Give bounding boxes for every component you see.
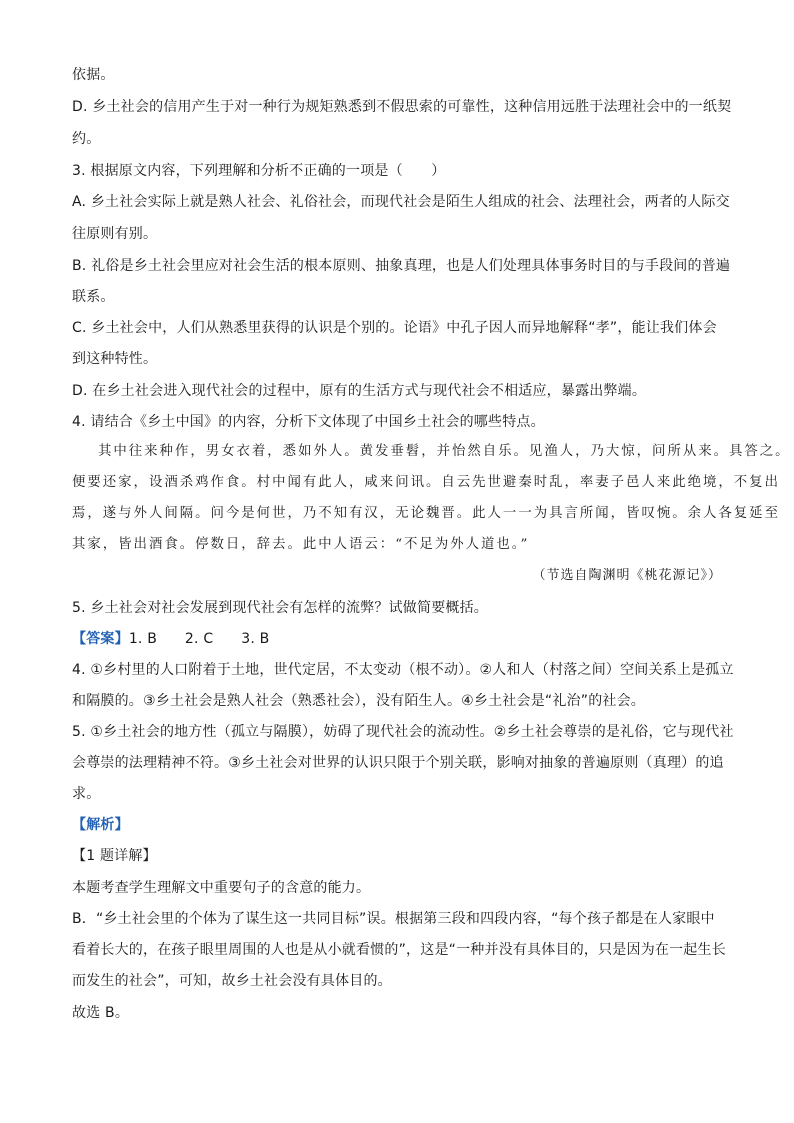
quote-line: 便要还家，设酒杀鸡作食。村中闻有此人，咸来问讯。自云先世避秦时乱，率妻子邑人来此绝境，不复出 bbox=[72, 475, 780, 490]
answer-line bbox=[72, 629, 732, 649]
answer-values: 1. B 2. C 3. B bbox=[128, 631, 270, 647]
text-line: 4. ①乡村里的人口附着于土地，世代定居，不太变动（根不动）。②人和人（村落之间）空间关系上是孤立 bbox=[72, 662, 734, 678]
quote-line: 焉，遂与外人间隔。问今是何世，乃不知有汉，无论魏晋。此人一一为具言所闻，皆叹惋。余人各复延至 bbox=[72, 506, 780, 521]
text-line: 5. ①乡土社会的地方性（孤立与隔膜），妨碍了现代社会的流动性。②乡土社会尊崇的是礼俗，它与现代社 bbox=[72, 724, 734, 740]
analysis-line bbox=[72, 815, 732, 835]
option-d: D. 在乡土社会进入现代社会的过程中，原有的生活方式与现代社会不相适应，暴露出弊端。 bbox=[72, 383, 647, 399]
text-line: 看着长大的，在孩子眼里周围的人也是从小就看惯的”，这是“一种并没有具体目的，只是因为在一起生长 bbox=[72, 942, 726, 958]
answer-tag: 【答案】 bbox=[72, 631, 129, 647]
text-line: 约。 bbox=[72, 131, 101, 147]
question-5: 5. 乡土社会对社会发展到现代社会有怎样的流弊？试做简要概括。 bbox=[72, 600, 489, 616]
text-line: 本题考查学生理解文中重要句子的含意的能力。 bbox=[72, 880, 371, 896]
text-line: B．“乡土社会里的个体为了谋生这一共同目标”误。根据第三段和四段内容，“每个孩子都是在人家眼中 bbox=[72, 911, 715, 927]
text-line: 依据。 bbox=[72, 67, 115, 83]
text-line: 故选 B。 bbox=[72, 1005, 130, 1021]
question-4: 4. 请结合《乡土中国》的内容，分析下文体现了中国乡土社会的哪些特点。 bbox=[72, 414, 545, 430]
analysis-tag: 【解析】 bbox=[72, 817, 129, 833]
quote-line: 其中往来种作，男女衣着，悉如外人。黄发垂髫，并怡然自乐。见渔人，乃大惊，问所从来。具答之。 bbox=[98, 444, 791, 459]
text-line: 联系。 bbox=[72, 289, 115, 305]
text-line: 求。 bbox=[72, 786, 101, 802]
option-a: A. 乡土社会实际上就是熟人社会、礼俗社会，而现代社会是陌生人组成的社会、法理社会，两者的人际交 bbox=[72, 194, 730, 210]
text-line: 往原则有别。 bbox=[72, 226, 158, 242]
option-c: C. 乡土社会中，人们从熟悉里获得的认识是个别的。论语》中孔子因人而异地解释“孝”，能让我们体会 bbox=[72, 320, 717, 336]
text-line: 和隔膜的。③乡土社会是熟人社会（熟悉社会），没有陌生人。④乡土社会是“礼治”的社会。 bbox=[72, 693, 646, 709]
text-line: 到这种特性。 bbox=[72, 351, 158, 367]
option-b: B. 礼俗是乡土社会里应对社会生活的根本原则、抽象真理，也是人们处理具体事务时目的与手段间的普遍 bbox=[72, 258, 731, 274]
question-3: 3. 根据原文内容，下列理解和分析不正确的一项是（ ） bbox=[72, 163, 446, 179]
quote-line: 其家，皆出酒食。停数日，辞去。此中人语云：“不足为外人道也。” bbox=[72, 537, 530, 552]
section-heading: 【1 题详解】 bbox=[72, 848, 157, 864]
quote-source: （节选自陶渊明《桃花源记》） bbox=[532, 568, 722, 583]
text-line: 会尊崇的法理精神不符。③乡土社会对世界的认识只限于个别关联，影响对抽象的普遍原则（真理）的追 bbox=[72, 755, 724, 771]
text-line: 而发生的社会”，可知，故乡土社会没有具体目的。 bbox=[72, 973, 392, 989]
text-line: D. 乡土社会的信用产生于对一种行为规矩熟悉到不假思索的可靠性，这种信用远胜于法理社会中的一纸契 bbox=[72, 99, 732, 115]
